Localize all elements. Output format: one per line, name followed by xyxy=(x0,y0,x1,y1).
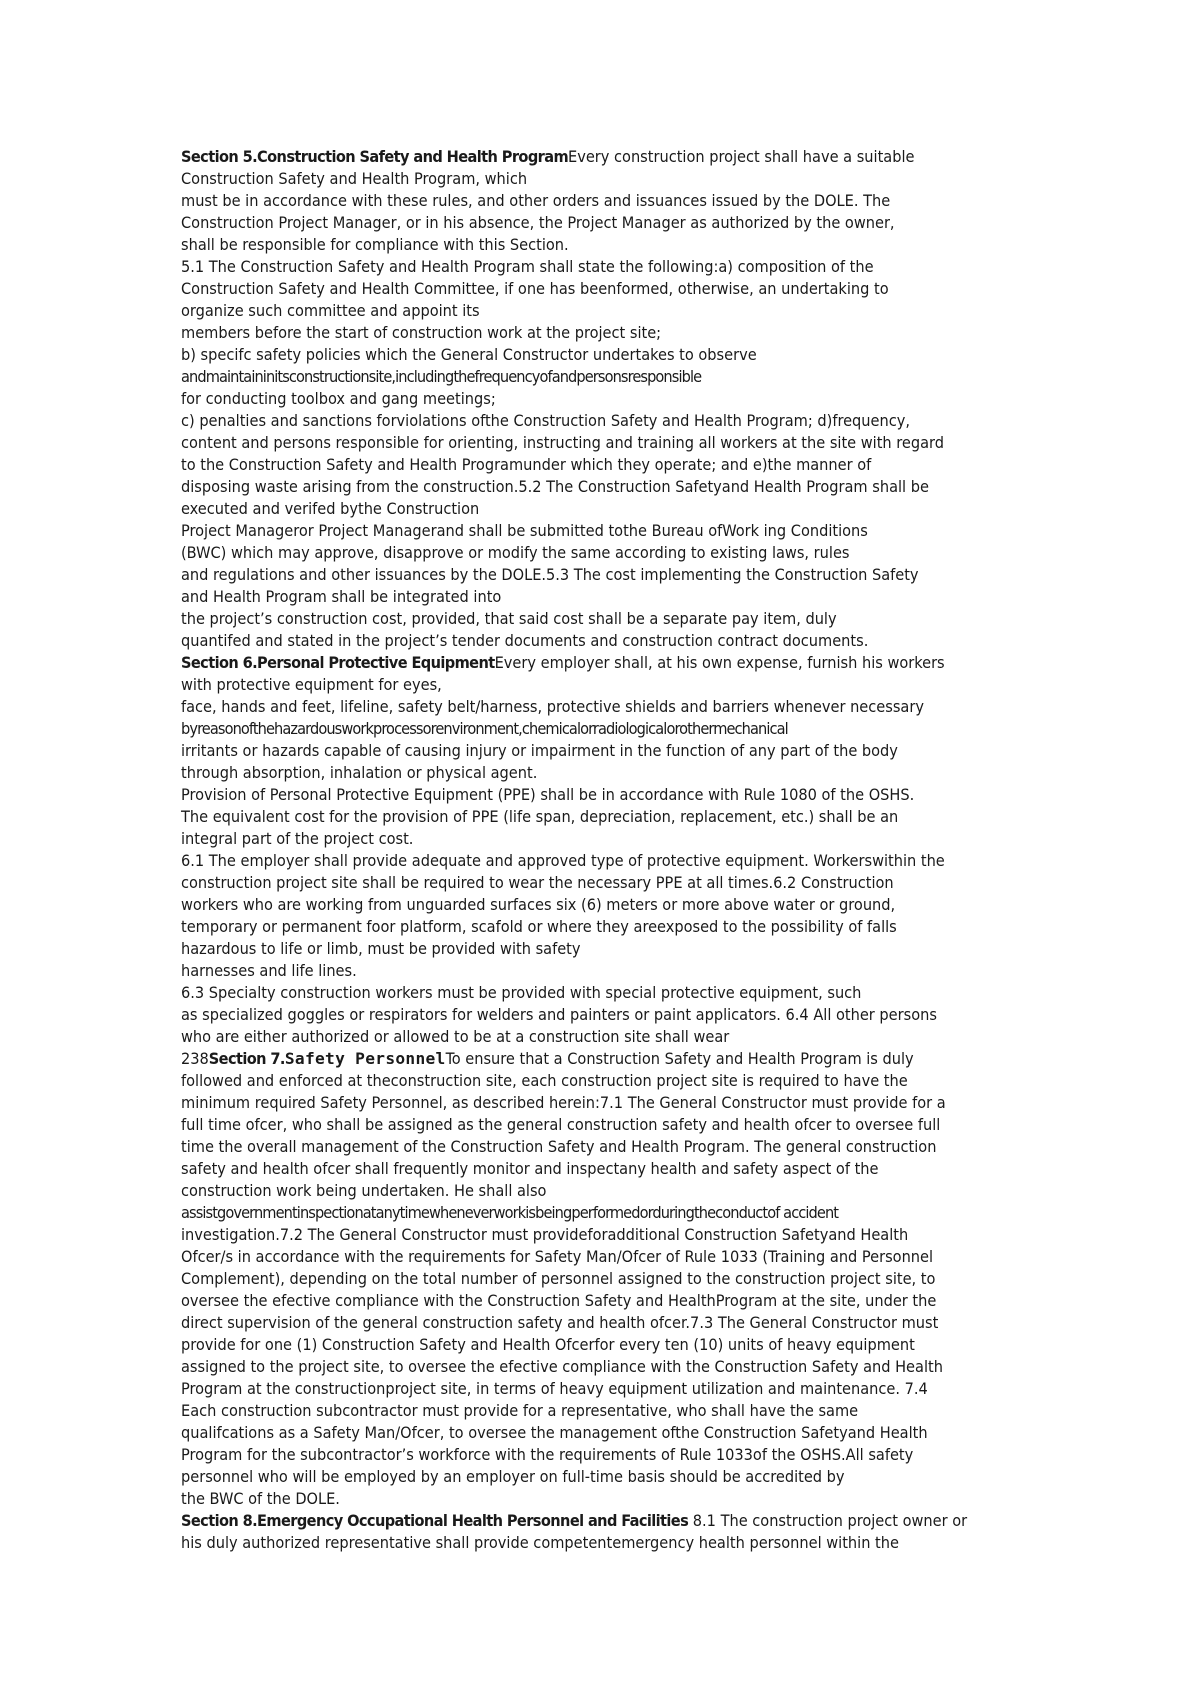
section-6-first-line-text: Every employer shall, at his own expense, furnish his workers xyxy=(494,653,945,672)
text-line: c) penalties and sanctions forviolations ofthe Construction Safety and Health Program; d)frequency, xyxy=(181,411,910,430)
text-line: Construction Safety and Health Program, which xyxy=(181,169,528,188)
section-8-first-line-text: 8.1 The construction project owner or xyxy=(688,1511,968,1530)
text-line: minimum required Safety Personnel, as described herein:7.1 The General Constructor must provide for a xyxy=(181,1093,946,1112)
text-line: and regulations and other issuances by the DOLE.5.3 The cost implementing the Construction Safety xyxy=(181,565,919,584)
section-6-heading: Section 6.Personal Protective Equipment xyxy=(181,653,495,672)
text-line: construction project site shall be required to wear the necessary PPE at all times.6.2 Construction xyxy=(181,873,894,892)
text-line: Construction Safety and Health Committee, if one has beenformed, otherwise, an undertaking to xyxy=(181,279,889,298)
text-line: provide for one (1) Construction Safety and Health Ofcerfor every ten (10) units of heavy equipment xyxy=(181,1335,915,1354)
text-line: his duly authorized representative shall provide competentemergency health personnel within the xyxy=(181,1533,899,1552)
text-line: harnesses and life lines. xyxy=(181,961,357,980)
text-line: face, hands and feet, lifeline, safety belt/harness, protective shields and barriers whenever necessary xyxy=(181,697,924,716)
text-line: investigation.7.2 The General Constructor must provideforadditional Construction Safetyand Health xyxy=(181,1225,909,1244)
text-line: the project’s construction cost, provided, that said cost shall be a separate pay item, duly xyxy=(181,609,837,628)
text-line: members before the start of construction work at the project site; xyxy=(181,323,662,342)
text-line: hazardous to life or limb, must be provided with safety xyxy=(181,939,581,958)
text-line: The equivalent cost for the provision of PPE (life span, depreciation, replacement, etc.) shall be an xyxy=(181,807,899,826)
text-line: Program for the subcontractor’s workforce with the requirements of Rule 1033of the OSHS.All safety xyxy=(181,1445,914,1464)
text-line: content and persons responsible for orienting, instructing and training all workers at the site with regard xyxy=(181,433,944,452)
text-line: Provision of Personal Protective Equipment (PPE) shall be in accordance with Rule 1080 of the OSHS. xyxy=(181,785,915,804)
text-line: oversee the efective compliance with the Construction Safety and HealthProgram at the site, under the xyxy=(181,1291,937,1310)
text-line: disposing waste arising from the construction.5.2 The Construction Safetyand Health Program shall be xyxy=(181,477,929,496)
section-5-heading: Section 5.Construction Safety and Health Program xyxy=(181,147,569,166)
document-body xyxy=(181,146,1031,1554)
text-line: personnel who will be employed by an employer on full-time basis should be accredited by xyxy=(181,1467,845,1486)
text-line: integral part of the project cost. xyxy=(181,829,414,848)
section-6-first-line xyxy=(181,652,1031,674)
text-line: workers who are working from unguarded surfaces six (6) meters or more above water or ground, xyxy=(181,895,896,914)
text-line: who are either authorized or allowed to be at a construction site shall wear xyxy=(181,1027,730,1046)
text-line: followed and enforced at theconstruction site, each construction project site is required to have the xyxy=(181,1071,908,1090)
section-5-first-line xyxy=(181,146,1031,168)
text-line: through absorption, inhalation or physical agent. xyxy=(181,763,538,782)
text-line: full time ofcer, who shall be assigned as the general construction safety and health ofcer to oversee full xyxy=(181,1115,941,1134)
section-5-first-line-text: Every construction project shall have a suitable xyxy=(568,147,915,166)
text-line: assistgovernmentinspectionatanytimewheneverworkisbeingperformedorduringtheconductof accident xyxy=(181,1203,839,1222)
text-line: construction work being undertaken. He shall also xyxy=(181,1181,547,1200)
text-line: 5.1 The Construction Safety and Health Program shall state the following:a) composition of the xyxy=(181,257,874,276)
text-line: as specialized goggles or respirators for welders and painters or paint applicators. 6.4 All other persons xyxy=(181,1005,937,1024)
text-line: assigned to the project site, to oversee the efective compliance with the Construction Safety and Health xyxy=(181,1357,943,1376)
text-line: andmaintaininitsconstructionsite,includingthefrequencyofandpersonsresponsible xyxy=(181,367,702,386)
text-line: shall be responsible for compliance with this Section. xyxy=(181,235,569,254)
text-line: and Health Program shall be integrated into xyxy=(181,587,502,606)
text-line: safety and health ofcer shall frequently monitor and inspectany health and safety aspect of the xyxy=(181,1159,879,1178)
text-line: Construction Project Manager, or in his absence, the Project Manager as authorized by the owner, xyxy=(181,213,895,232)
text-line: to the Construction Safety and Health Programunder which they operate; and e)the manner of xyxy=(181,455,872,474)
text-line: b) specifc safety policies which the General Constructor undertakes to observe xyxy=(181,345,757,364)
section-7-first-line xyxy=(181,1048,1031,1070)
text-line: temporary or permanent foor platform, scafold or where they areexposed to the possibility of falls xyxy=(181,917,897,936)
text-line: time the overall management of the Construction Safety and Health Program. The general construction xyxy=(181,1137,937,1156)
text-line: Complement), depending on the total number of personnel assigned to the construction project site, to xyxy=(181,1269,936,1288)
section-8-first-line xyxy=(181,1510,1031,1532)
section-7-first-line-text: To ensure that a Construction Safety and Health Program is duly xyxy=(445,1049,914,1068)
page-number: 238 xyxy=(181,1049,209,1068)
text-line: Project Manageror Project Managerand shall be submitted tothe Bureau ofWork ing Conditions xyxy=(181,521,868,540)
text-line: (BWC) which may approve, disapprove or modify the same according to existing laws, rules xyxy=(181,543,850,562)
text-line: for conducting toolbox and gang meetings; xyxy=(181,389,496,408)
text-line: Program at the constructionproject site, in terms of heavy equipment utilization and maintenance. 7.4 xyxy=(181,1379,928,1398)
text-line: must be in accordance with these rules, and other orders and issuances issued by the DOLE. The xyxy=(181,191,891,210)
section-7-heading-title: Safety Personnel xyxy=(284,1049,446,1068)
section-7-heading-label: Section 7. xyxy=(208,1049,285,1068)
text-line: 6.1 The employer shall provide adequate and approved type of protective equipment. Workerswithin the xyxy=(181,851,945,870)
text-line: byreasonofthehazardousworkprocessorenvironment,chemicalorradiologicalorothermechanical xyxy=(181,719,788,738)
text-line: Each construction subcontractor must provide for a representative, who shall have the same xyxy=(181,1401,859,1420)
text-line: direct supervision of the general construction safety and health ofcer.7.3 The General Constructor must xyxy=(181,1313,939,1332)
text-line: Ofcer/s in accordance with the requirements for Safety Man/Ofcer of Rule 1033 (Training and Personnel xyxy=(181,1247,934,1266)
text-line: quantifed and stated in the project’s tender documents and construction contract documents. xyxy=(181,631,869,650)
text-line: irritants or hazards capable of causing injury or impairment in the function of any part of the body xyxy=(181,741,898,760)
text-line: executed and verifed bythe Construction xyxy=(181,499,480,518)
section-8-heading: Section 8.Emergency Occupational Health Personnel and Facilities xyxy=(181,1511,689,1530)
text-line: qualifcations as a Safety Man/Ofcer, to oversee the management ofthe Construction Safetyand Health xyxy=(181,1423,928,1442)
text-line: with protective equipment for eyes, xyxy=(181,675,442,694)
text-line: organize such committee and appoint its xyxy=(181,301,480,320)
text-line: 6.3 Specialty construction workers must be provided with special protective equipment, such xyxy=(181,983,862,1002)
text-line: the BWC of the DOLE. xyxy=(181,1489,340,1508)
